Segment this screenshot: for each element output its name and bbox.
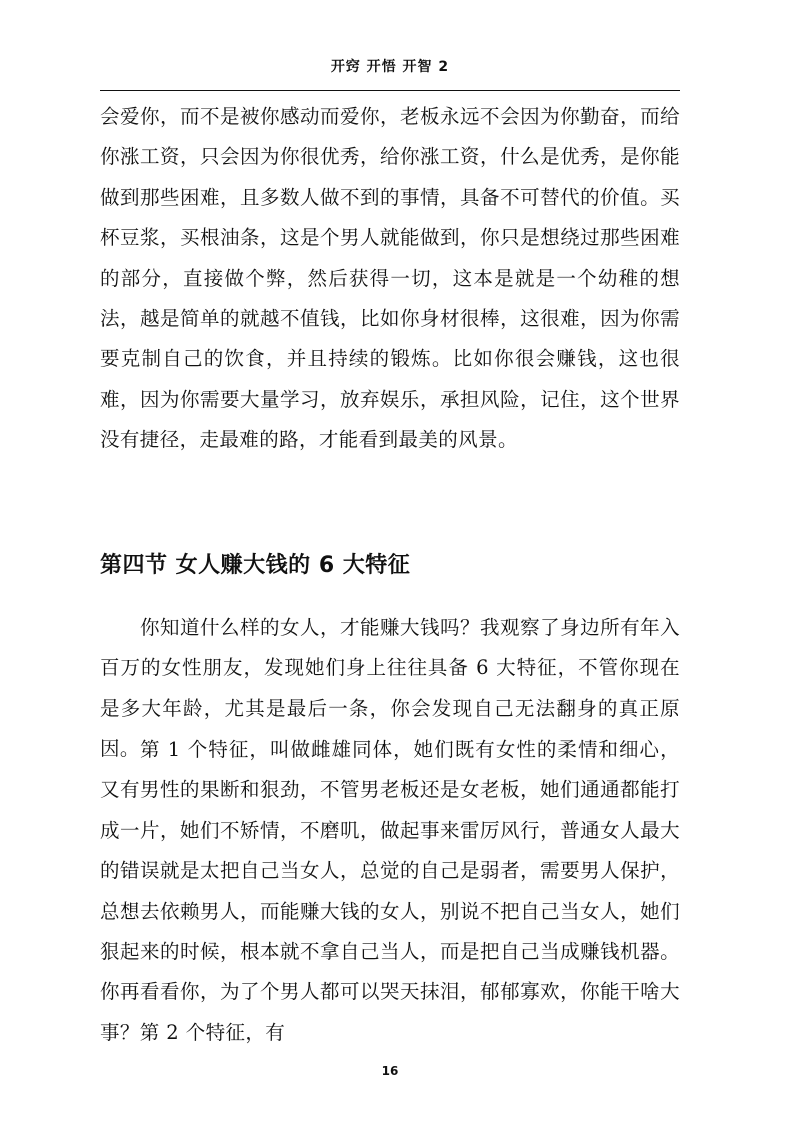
- body-paragraph-feature-1: 第 1 个特征，叫做雌雄同体，她们既有女性的柔情和细心，又有男性的果断和狠劲，不管男老板还是女老板，她们通通都能打成一片，她们不矫情，不磨叽，做起事来雷厉风行，普通女人最大的错误就是太把自己当女人，总觉的自己是弱者，需要男人保护，总想去依赖男人，而能赚大钱的女人，别说不把自己当女人，她们狠起来的时候，根本就不拿自己当人，而是把自己当成赚钱机器。你再看看你，为了个男人都可以哭天抹泪，郁郁寡欢，你能干啥大事？第 2 个特征，有: [100, 738, 680, 1044]
- body-paragraph-continued: 会爱你，而不是被你感动而爱你，老板永远不会因为你勤奋，而给你涨工资，只会因为你很优秀，给你涨工资，什么是优秀，是你能做到那些困难，且多数人做不到的事情，具备不可替代的价值。买杯豆浆，买根油条，这是个男人就能做到，你只是想绕过那些困难的部分，直接做个弊，然后获得一切，这本是就是一个幼稚的想法，越是简单的就越不值钱，比如你身材很棒，这很难，因为你需要克制自己的饮食，并且持续的锻炼。比如你很会赚钱，这也很难，因为你需要大量学习，放弃娱乐，承担风险，记住，这个世界没有捷径，走最难的路，才能看到最美的风景。: [100, 105, 680, 452]
- body-paragraph-intro: 你知道什么样的女人，才能赚大钱吗？我观察了身边所有年入百万的女性朋友，发现她们身上往往具备 6 大特征，不管你现在是多大年龄，尤其是最后一条，你会发现自己无法翻身的真正原因。: [100, 616, 680, 761]
- header-divider: [100, 90, 680, 91]
- page-number: 16: [381, 1064, 399, 1078]
- running-header-title: 开窍 开悟 开智 2: [330, 59, 450, 75]
- section-heading: 第四节 女人赚大钱的 6 大特征: [100, 553, 411, 578]
